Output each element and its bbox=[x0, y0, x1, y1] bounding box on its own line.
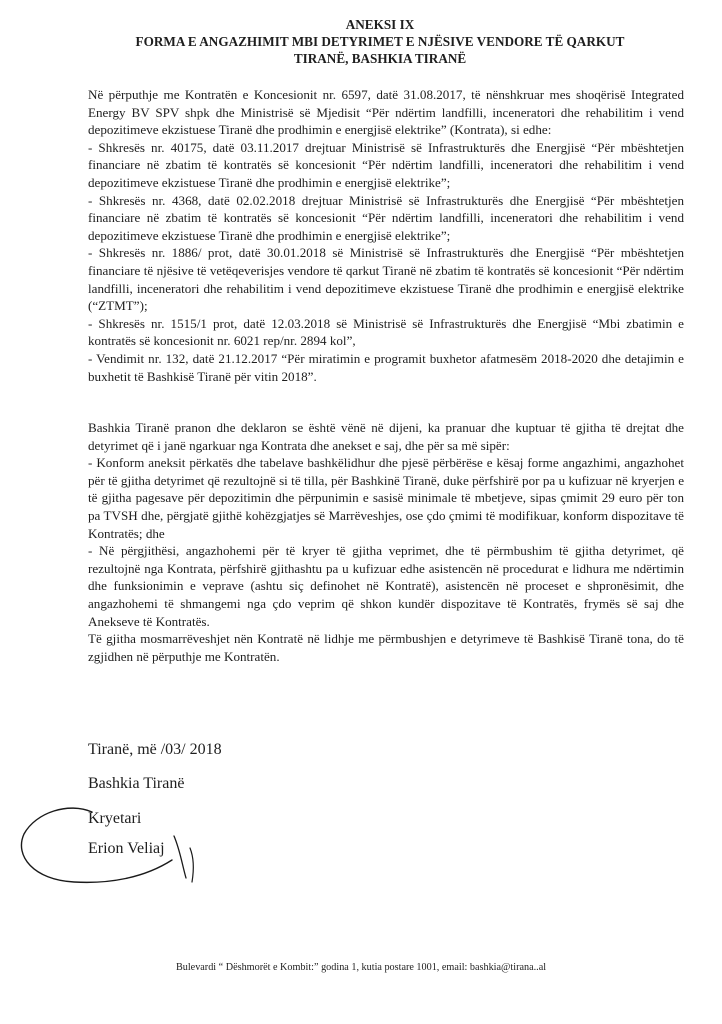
institution-name: Bashkia Tiranë bbox=[88, 775, 185, 792]
place-date: Tiranë, më /03/ 2018 bbox=[88, 741, 222, 758]
document-body bbox=[88, 86, 684, 665]
signatory-role: Kryetari bbox=[88, 810, 142, 827]
form-subtitle: TIRANË, BASHKIA TIRANË bbox=[293, 51, 467, 66]
annex-title: ANEKSI IX bbox=[345, 17, 415, 32]
paragraph-gap bbox=[88, 402, 684, 419]
reference-item: - Shkresës nr. 1886/ prot, datë 30.01.2018 së Ministrisë së Infrastrukturës dhe Energjisë “Për mbështetjen financiare të njësive të vetëqeverisjes vendore të qarkut Tiranë në zbatim të kontratës së koncesionit “Për ndërtim landfilli, inceneratori dhe rehabilitim i vend depozitimeve ekzistuese Tiranë dhe prodhimin e energjisë elektrike (“ZTMT”); bbox=[88, 245, 684, 314]
intro-paragraph: Në përputhje me Kontratën e Koncesionit nr. 6597, datë 31.08.2017, të nënshkruar mes shoqërisë Integrated Energy BV SPV shpk dhe Ministrisë së Mjedisit “Për ndërtim landfilli, inceneratori dhe rehabilitim i vend depozitimeve ekzistuese Tiranë dhe prodhimin e energjisë elektrike” (Kontrata), si edhe: bbox=[88, 87, 684, 138]
commitment-item: - Në përgjithësi, angazhohemi për të kryer të gjitha veprimet, dhe të përmbushim të gjitha detyrimet, që rezultojnë nga Kontrata, përfshirë gjithashtu pa u kufizuar edhe asistencën në procedurat e lidhura me ndërtimin dhe funksionimin e veprave (ashtu siç definohet në Kontratë), asistencën në proceset e shpronësimit, dhe angazhohemi të shmangemi nga çdo veprim që shkon kundër dispozitave të Kontratës, frymës së saj dhe Anekseve të Kontratës. bbox=[88, 543, 684, 629]
form-title: FORMA E ANGAZHIMIT MBI DETYRIMET E NJËSIVE VENDORE TË QARKUT bbox=[135, 34, 625, 49]
reference-item: - Shkresës nr. 4368, datë 02.02.2018 drejtuar Ministrisë së Infrastrukturës dhe Energjisë “Për mbështetjen financiare në zbatim të kontratës së koncesionit “Për ndërtim landfilli, inceneratori dhe rehabilitim i vend depozitimeve ekzistuese Tiranë dhe prodhimin e energjisë elektrike”; bbox=[88, 192, 684, 243]
closing-paragraph: Të gjitha mosmarrëveshjet nën Kontratë në lidhje me përmbushjen e detyrimeve të Bashkisë Tiranë tona, do të zgjidhen në përputhje me Kontratën. bbox=[88, 631, 684, 664]
signatory-name: Erion Veliaj bbox=[88, 840, 165, 857]
commitment-item: - Konform aneksit përkatës dhe tabelave bashkëlidhur dhe pjesë përbërëse e kësaj forme angazhimi, angazhohet për të gjitha detyrimet që rezultojnë si të tilla, për Bashkinë Tiranë, duke përfshirë por pa u kufizuar në kryerjen e të gjitha pagesave për depozitimin dhe përpunimin e sasisë minimale të mbetjeve, sipas çmimit 29 euro për ton pa TVSH dhe, përgjatë gjithë kohëzgjatjes së Marrëveshjes, ose çdo çmimi të modifikuar, konform dispozitave të Kontratës; dhe bbox=[88, 455, 684, 541]
page-footer: Bulevardi “ Dëshmorët e Kombit:” godina 1, kutia postare 1001, email: bashkia@tirana..al bbox=[175, 962, 547, 973]
reference-item: - Shkresës nr. 40175, datë 03.11.2017 drejtuar Ministrisë së Infrastrukturës dhe Energjisë “Për mbështetjen financiare në zbatim të kontratës së koncesionit “Për ndërtim landfilli, inceneratori dhe rehabilitim i vend depozitimeve ekzistuese Tiranë dhe prodhimin e energjisë elektrike”; bbox=[88, 139, 684, 190]
declaration-paragraph: Bashkia Tiranë pranon dhe deklaron se është vënë në dijeni, ka pranuar dhe kuptuar të gjitha të drejtat dhe detyrimet që i janë ngarkuar nga Kontrata dhe anekset e saj, dhe për sa më sipër: bbox=[88, 420, 684, 453]
reference-item: - Vendimit nr. 132, datë 21.12.2017 “Për miratimin e programit buxhetor afatmesëm 2018-2020 dhe detajimin e buxhetit të Bashkisë Tiranë për vitin 2018”. bbox=[88, 350, 684, 384]
paragraph-gap bbox=[88, 385, 684, 402]
handwritten-signature bbox=[14, 798, 204, 888]
document-heading bbox=[80, 16, 680, 67]
reference-item: - Shkresës nr. 1515/1 prot, datë 12.03.2018 së Ministrisë së Infrastrukturës dhe Energjisë “Mbi zbatimin e kontratës së koncesionit nr. 6021 rep/nr. 2894 kol”, bbox=[88, 315, 684, 349]
